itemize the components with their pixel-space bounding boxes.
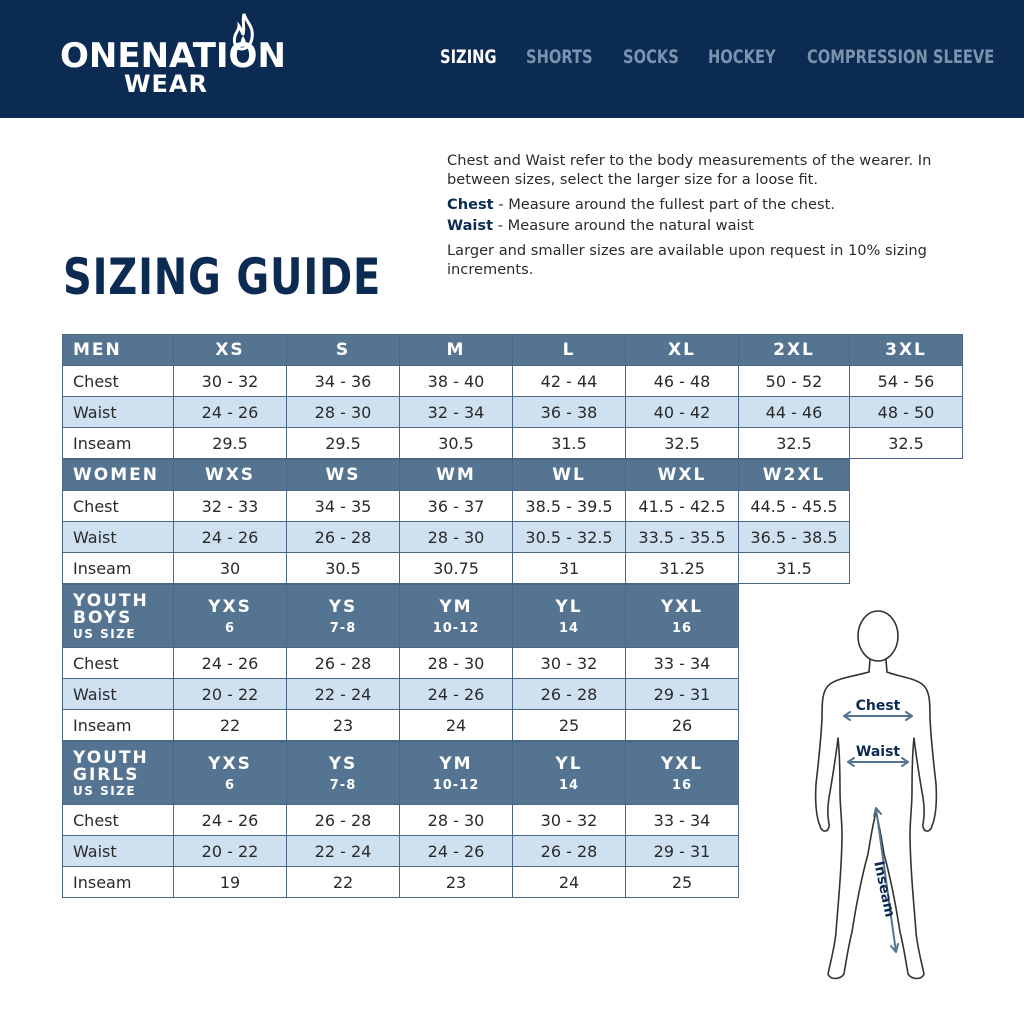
table-cell: 30.5 bbox=[287, 553, 400, 584]
nav-compression-sleeve[interactable]: COMPRESSION SLEEVE bbox=[806, 46, 995, 68]
size-header bbox=[400, 585, 513, 648]
row-label: Inseam bbox=[63, 553, 174, 584]
table-cell: 44 - 46 bbox=[739, 397, 850, 428]
table-cell: 20 - 22 bbox=[174, 679, 287, 710]
row-label: Inseam bbox=[63, 867, 174, 898]
table-cell: 30.5 bbox=[400, 428, 513, 459]
table-cell: 31.5 bbox=[513, 428, 626, 459]
table-cell: 33 - 34 bbox=[626, 648, 739, 679]
brand-name-line2: WEAR bbox=[124, 70, 208, 98]
table-cell: 42 - 44 bbox=[513, 366, 626, 397]
table-cell: 41.5 - 42.5 bbox=[626, 491, 739, 522]
youth-boys-label-line3: US SIZE bbox=[73, 627, 137, 641]
row-label: Waist bbox=[63, 836, 174, 867]
table-row bbox=[63, 867, 739, 898]
youth-girls-header-row bbox=[63, 742, 739, 805]
size-name: YM bbox=[439, 596, 473, 617]
table-cell: 24 bbox=[400, 710, 513, 741]
size-header: WM bbox=[400, 460, 513, 491]
us-size: 14 bbox=[558, 777, 580, 793]
nav-sizing[interactable]: SIZING bbox=[440, 46, 497, 68]
top-bar bbox=[0, 0, 1024, 118]
size-name: YL bbox=[555, 596, 583, 617]
figure-head bbox=[858, 611, 898, 661]
row-label: Chest bbox=[63, 805, 174, 836]
size-header: M bbox=[400, 335, 513, 366]
description-waist bbox=[447, 216, 977, 235]
nav-hockey[interactable]: HOCKEY bbox=[708, 46, 776, 68]
description-note: Larger and smaller sizes are available upon request in 10% sizing increments. bbox=[447, 242, 927, 278]
size-header bbox=[513, 742, 626, 805]
table-cell: 32.5 bbox=[626, 428, 739, 459]
table-cell: 24 bbox=[513, 867, 626, 898]
table-cell: 26 - 28 bbox=[287, 522, 400, 553]
table-cell: 32 - 34 bbox=[400, 397, 513, 428]
size-header: S bbox=[287, 335, 400, 366]
nav-socks[interactable]: SOCKS bbox=[623, 46, 680, 68]
table-cell: 24 - 26 bbox=[174, 522, 287, 553]
size-header bbox=[626, 585, 739, 648]
size-name: YXL bbox=[660, 596, 704, 617]
table-cell: 31 bbox=[513, 553, 626, 584]
table-cell: 29.5 bbox=[287, 428, 400, 459]
row-label: Chest bbox=[63, 366, 174, 397]
youth-boys-label bbox=[63, 585, 174, 648]
size-header bbox=[400, 742, 513, 805]
chest-label: Chest bbox=[855, 698, 901, 714]
youth-girls-label-line3: US SIZE bbox=[73, 784, 137, 798]
table-cell: 30 - 32 bbox=[513, 805, 626, 836]
table-row bbox=[63, 679, 739, 710]
size-name: YXL bbox=[660, 753, 704, 774]
table-cell: 26 bbox=[626, 710, 739, 741]
table-cell: 26 - 28 bbox=[513, 679, 626, 710]
table-cell: 24 - 26 bbox=[174, 805, 287, 836]
table-cell: 34 - 35 bbox=[287, 491, 400, 522]
table-cell: 54 - 56 bbox=[850, 366, 963, 397]
table-cell: 48 - 50 bbox=[850, 397, 963, 428]
table-cell: 24 - 26 bbox=[174, 397, 287, 428]
size-header: L bbox=[513, 335, 626, 366]
table-cell: 28 - 30 bbox=[400, 648, 513, 679]
table-row bbox=[63, 710, 739, 741]
size-name: YS bbox=[328, 596, 358, 617]
description-chest bbox=[447, 195, 977, 214]
table-cell: 33 - 34 bbox=[626, 805, 739, 836]
sizing-description bbox=[447, 151, 977, 285]
size-name: YXS bbox=[208, 753, 252, 774]
size-header: XL bbox=[626, 335, 739, 366]
table-cell: 19 bbox=[174, 867, 287, 898]
brand-name-line1: ONENATION bbox=[60, 36, 286, 76]
youth-girls-label bbox=[63, 742, 174, 805]
youth-girls-size-table bbox=[62, 741, 739, 898]
size-header: 2XL bbox=[739, 335, 850, 366]
row-label: Inseam bbox=[63, 710, 174, 741]
table-cell: 30.5 - 32.5 bbox=[513, 522, 626, 553]
chest-definition: - Measure around the fullest part of the chest. bbox=[493, 196, 835, 213]
row-label: Chest bbox=[63, 491, 174, 522]
women-label: WOMEN bbox=[63, 460, 174, 491]
youth-girls-label-line1: YOUTH bbox=[73, 748, 149, 768]
table-row bbox=[63, 648, 739, 679]
youth-girls-label-line2: GIRLS bbox=[73, 765, 140, 785]
table-row bbox=[63, 366, 963, 397]
row-label: Inseam bbox=[63, 428, 174, 459]
size-name: YS bbox=[328, 753, 358, 774]
women-size-table bbox=[62, 459, 850, 584]
description-intro: Chest and Waist refer to the body measurements of the wearer. In between sizes, select the larger size for a loose fit. bbox=[447, 152, 932, 188]
table-cell: 40 - 42 bbox=[626, 397, 739, 428]
nav-shorts[interactable]: SHORTS bbox=[525, 46, 593, 68]
size-header: WXS bbox=[174, 460, 287, 491]
us-size: 6 bbox=[224, 620, 236, 636]
table-cell: 26 - 28 bbox=[287, 805, 400, 836]
us-size: 14 bbox=[558, 620, 580, 636]
women-header-row bbox=[63, 460, 850, 491]
table-row bbox=[63, 836, 739, 867]
page-title: SIZING GUIDE bbox=[63, 248, 382, 306]
table-cell: 28 - 30 bbox=[287, 397, 400, 428]
size-header bbox=[287, 585, 400, 648]
table-cell: 22 bbox=[174, 710, 287, 741]
men-size-table bbox=[62, 334, 963, 459]
size-header bbox=[513, 585, 626, 648]
table-cell: 28 - 30 bbox=[400, 805, 513, 836]
table-cell: 29 - 31 bbox=[626, 836, 739, 867]
table-cell: 31.25 bbox=[626, 553, 739, 584]
row-label: Waist bbox=[63, 679, 174, 710]
table-row bbox=[63, 522, 850, 553]
table-cell: 36.5 - 38.5 bbox=[739, 522, 850, 553]
table-cell: 24 - 26 bbox=[174, 648, 287, 679]
us-size: 7-8 bbox=[329, 777, 357, 793]
youth-boys-label-line1: YOUTH bbox=[73, 591, 149, 611]
table-cell: 34 - 36 bbox=[287, 366, 400, 397]
row-label: Waist bbox=[63, 522, 174, 553]
table-cell: 26 - 28 bbox=[513, 836, 626, 867]
table-cell: 50 - 52 bbox=[739, 366, 850, 397]
table-cell: 36 - 37 bbox=[400, 491, 513, 522]
table-row bbox=[63, 428, 963, 459]
size-name: YL bbox=[555, 753, 583, 774]
table-cell: 25 bbox=[513, 710, 626, 741]
size-header: W2XL bbox=[739, 460, 850, 491]
row-label: Chest bbox=[63, 648, 174, 679]
size-header: XS bbox=[174, 335, 287, 366]
table-cell: 26 - 28 bbox=[287, 648, 400, 679]
table-cell: 30 bbox=[174, 553, 287, 584]
us-size: 7-8 bbox=[329, 620, 357, 636]
body-measurement-figure bbox=[800, 606, 960, 986]
table-cell: 29 - 31 bbox=[626, 679, 739, 710]
table-row bbox=[63, 805, 739, 836]
youth-boys-label-line2: BOYS bbox=[73, 608, 133, 628]
table-cell: 36 - 38 bbox=[513, 397, 626, 428]
table-cell: 30 - 32 bbox=[174, 366, 287, 397]
table-row bbox=[63, 491, 850, 522]
table-cell: 44.5 - 45.5 bbox=[739, 491, 850, 522]
size-name: YXS bbox=[208, 596, 252, 617]
table-cell: 22 - 24 bbox=[287, 836, 400, 867]
table-cell: 38.5 - 39.5 bbox=[513, 491, 626, 522]
main-nav bbox=[440, 46, 1024, 68]
figure-body-outline bbox=[816, 672, 937, 979]
size-name: YM bbox=[439, 753, 473, 774]
chest-term: Chest bbox=[447, 196, 494, 213]
table-cell: 25 bbox=[626, 867, 739, 898]
table-cell: 23 bbox=[287, 710, 400, 741]
size-header: WS bbox=[287, 460, 400, 491]
us-size: 16 bbox=[671, 620, 693, 636]
table-row bbox=[63, 397, 963, 428]
inseam-label: Inseam bbox=[870, 859, 898, 919]
table-cell: 29.5 bbox=[174, 428, 287, 459]
us-size: 10-12 bbox=[432, 777, 480, 793]
table-cell: 24 - 26 bbox=[400, 679, 513, 710]
table-cell: 33.5 - 35.5 bbox=[626, 522, 739, 553]
youth-boys-header-row bbox=[63, 585, 739, 648]
table-cell: 30.75 bbox=[400, 553, 513, 584]
size-header bbox=[174, 742, 287, 805]
waist-label: Waist bbox=[855, 744, 901, 760]
table-cell: 32.5 bbox=[739, 428, 850, 459]
table-cell: 24 - 26 bbox=[400, 836, 513, 867]
size-header bbox=[174, 585, 287, 648]
waist-term: Waist bbox=[447, 217, 494, 234]
size-header: 3XL bbox=[850, 335, 963, 366]
waist-definition: - Measure around the natural waist bbox=[493, 217, 754, 234]
table-row bbox=[63, 553, 850, 584]
men-header-row bbox=[63, 335, 963, 366]
size-header bbox=[287, 742, 400, 805]
us-size: 10-12 bbox=[432, 620, 480, 636]
table-cell: 20 - 22 bbox=[174, 836, 287, 867]
table-cell: 31.5 bbox=[739, 553, 850, 584]
size-header: WL bbox=[513, 460, 626, 491]
table-cell: 32 - 33 bbox=[174, 491, 287, 522]
table-cell: 23 bbox=[400, 867, 513, 898]
table-cell: 22 bbox=[287, 867, 400, 898]
us-size: 6 bbox=[224, 777, 236, 793]
table-cell: 38 - 40 bbox=[400, 366, 513, 397]
table-cell: 32.5 bbox=[850, 428, 963, 459]
size-header bbox=[626, 742, 739, 805]
table-cell: 22 - 24 bbox=[287, 679, 400, 710]
table-cell: 28 - 30 bbox=[400, 522, 513, 553]
row-label: Waist bbox=[63, 397, 174, 428]
table-cell: 30 - 32 bbox=[513, 648, 626, 679]
size-header: WXL bbox=[626, 460, 739, 491]
us-size: 16 bbox=[671, 777, 693, 793]
men-label: MEN bbox=[63, 335, 174, 366]
brand-logo[interactable] bbox=[60, 12, 310, 97]
youth-boys-size-table bbox=[62, 584, 739, 741]
table-cell: 46 - 48 bbox=[626, 366, 739, 397]
